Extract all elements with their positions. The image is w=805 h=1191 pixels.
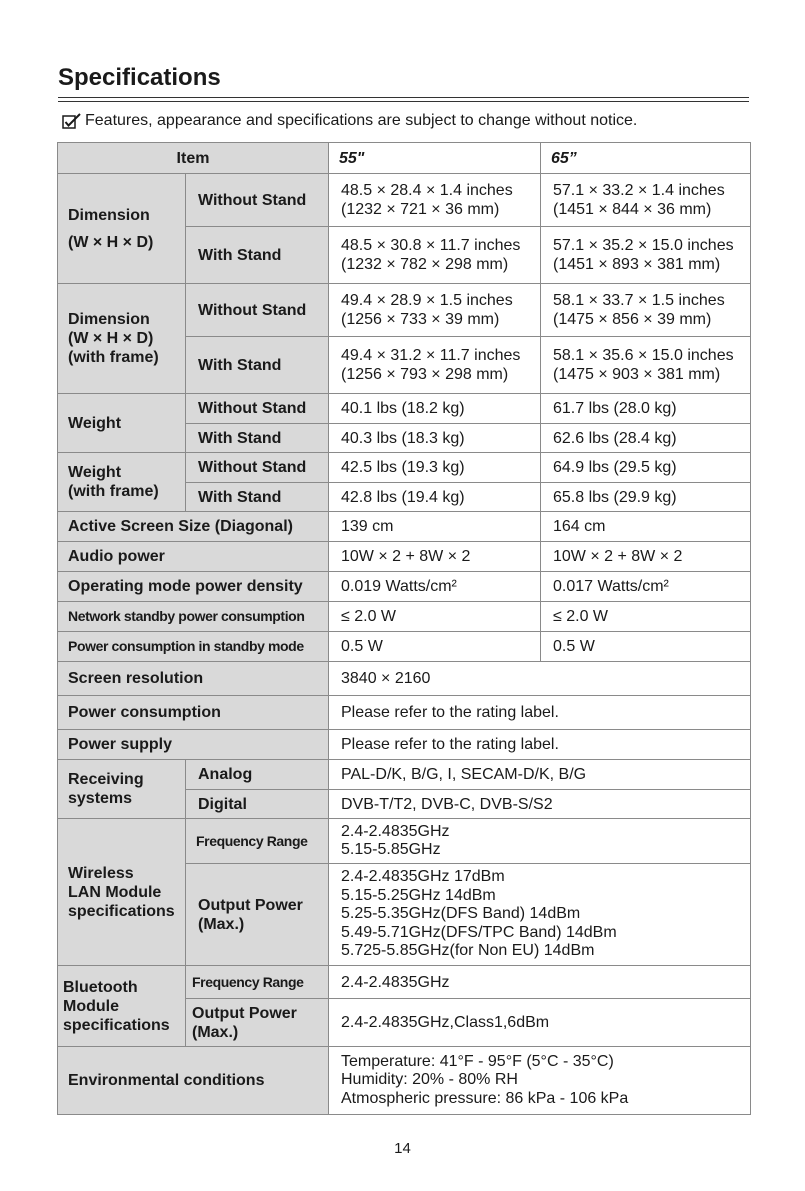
value-line: 2.4-2.4835GHz 17dBm: [341, 868, 505, 886]
network-standby-55: ≤ 2.0 W: [329, 602, 541, 632]
weight-with-stand-65: 62.6 lbs (28.4 kg): [541, 424, 751, 453]
value-line: 58.1 × 33.7 × 1.5 inches: [553, 292, 725, 309]
power-supply-label: Power supply: [58, 730, 329, 760]
standby-power-55: 0.5 W: [329, 632, 541, 662]
power-supply-value: Please refer to the rating label.: [329, 730, 751, 760]
audio-power-label: Audio power: [58, 542, 329, 572]
resolution-value: 3840 × 2160: [329, 662, 751, 696]
analog-label: Analog: [186, 760, 329, 790]
dimension-label-line: Dimension: [68, 206, 150, 224]
wlan-output-value: [329, 864, 751, 966]
weight-frame-without-stand-65: 64.9 lbs (29.5 kg): [541, 453, 751, 483]
wlan-output-label: [186, 864, 329, 966]
with-stand-label: With Stand: [186, 227, 329, 284]
label-line: Bluetooth: [63, 978, 138, 996]
table-row: [58, 453, 751, 483]
environment-value: [329, 1047, 751, 1115]
label-line: Dimension: [68, 311, 150, 328]
digital-value: DVB-T/T2, DVB-C, DVB-S/S2: [329, 790, 751, 819]
table-row: [58, 542, 751, 572]
dimension-frame-without-stand-65: [541, 284, 751, 337]
table-row: [58, 760, 751, 790]
network-standby-label: Network standby power consumption: [58, 602, 329, 632]
value-line: (1256 × 733 × 39 mm): [341, 311, 500, 328]
bluetooth-label: [58, 966, 186, 1047]
header-65: 65”: [541, 143, 751, 174]
wlan-frequency-value: [329, 819, 751, 864]
dimension-frame-label: [58, 284, 186, 394]
value-line: (1475 × 856 × 39 mm): [553, 311, 712, 328]
power-density-label: Operating mode power density: [58, 572, 329, 602]
label-line: Output Power: [198, 896, 303, 914]
value-line: 5.49-5.71GHz(DFS/TPC Band) 14dBm: [341, 923, 617, 941]
table-row: [58, 966, 751, 999]
specifications-table: [57, 142, 751, 1115]
weight-label: Weight: [58, 394, 186, 453]
value-line: (1232 × 782 × 298 mm): [341, 256, 509, 273]
with-stand-label: With Stand: [186, 424, 329, 453]
without-stand-label: Without Stand: [186, 284, 329, 337]
with-stand-label: With Stand: [186, 483, 329, 512]
label-line: (Max.): [198, 915, 245, 933]
with-stand-label: With Stand: [186, 337, 329, 394]
notice-text: Features, appearance and specifications are subject to change without notice.: [85, 112, 638, 129]
wlan-frequency-label: Frequency Range: [186, 819, 329, 864]
environment-label: Environmental conditions: [58, 1047, 329, 1115]
value-line: 49.4 × 28.9 × 1.5 inches: [341, 292, 513, 309]
value-line: 5.15-5.85GHz: [341, 841, 441, 858]
weight-frame-without-stand-55: 42.5 lbs (19.3 kg): [329, 453, 541, 483]
power-consumption-label: Power consumption: [58, 696, 329, 730]
table-row: [58, 632, 751, 662]
power-density-65: 0.017 Watts/cm²: [541, 572, 751, 602]
weight-frame-with-stand-65: 65.8 lbs (29.9 kg): [541, 483, 751, 512]
page-title: Specifications: [58, 64, 221, 91]
header-item: Item: [58, 143, 329, 174]
weight-with-stand-55: 40.3 lbs (18.3 kg): [329, 424, 541, 453]
label-line: LAN Module: [68, 883, 162, 901]
receiving-label: [58, 760, 186, 819]
label-line: systems: [68, 790, 133, 807]
label-line: Weight: [68, 464, 122, 481]
table-row: [58, 512, 751, 542]
table-row: [58, 1047, 751, 1115]
value-line: (1451 × 893 × 381 mm): [553, 256, 721, 273]
table-row: [58, 662, 751, 696]
dimension-label: [58, 174, 186, 284]
label-line: specifications: [68, 902, 175, 920]
dimension-without-stand-55: [329, 174, 541, 227]
value-line: 5.25-5.35GHz(DFS Band) 14dBm: [341, 905, 581, 923]
analog-value: PAL-D/K, B/G, I, SECAM-D/K, B/G: [329, 760, 751, 790]
label-line: (with frame): [68, 483, 159, 500]
bt-frequency-value: 2.4-2.4835GHz: [329, 966, 751, 999]
value-line: 57.1 × 35.2 × 15.0 inches: [553, 237, 734, 254]
dimension-label-line: (W × H × D): [68, 233, 154, 251]
value-line: Atmospheric pressure: 86 kPa - 106 kPa: [341, 1089, 629, 1107]
table-row: [58, 819, 751, 864]
label-line: (Max.): [192, 1023, 239, 1041]
table-row: [58, 730, 751, 760]
power-density-55: 0.019 Watts/cm²: [329, 572, 541, 602]
label-line: Wireless: [68, 864, 134, 882]
value-line: 57.1 × 33.2 × 1.4 inches: [553, 182, 725, 199]
without-stand-label: Without Stand: [186, 453, 329, 483]
resolution-label: Screen resolution: [58, 662, 329, 696]
weight-frame-with-stand-55: 42.8 lbs (19.4 kg): [329, 483, 541, 512]
table-row: [58, 174, 751, 227]
dimension-frame-with-stand-65: [541, 337, 751, 394]
table-row: [58, 394, 751, 424]
active-screen-55: 139 cm: [329, 512, 541, 542]
label-line: Receiving: [68, 771, 144, 788]
active-screen-label: Active Screen Size (Diagonal): [58, 512, 329, 542]
title-rule: [58, 97, 749, 98]
value-line: 2.4-2.4835GHz: [341, 823, 450, 840]
power-consumption-value: Please refer to the rating label.: [329, 696, 751, 730]
page-number: 14: [394, 1140, 411, 1157]
value-line: 48.5 × 28.4 × 1.4 inches: [341, 182, 513, 199]
notice: [62, 112, 637, 130]
dimension-frame-without-stand-55: [329, 284, 541, 337]
table-row: [58, 572, 751, 602]
without-stand-label: Without Stand: [186, 394, 329, 424]
label-line: Output Power: [192, 1004, 297, 1022]
value-line: 58.1 × 35.6 × 15.0 inches: [553, 347, 734, 364]
dimension-frame-with-stand-55: [329, 337, 541, 394]
weight-without-stand-65: 61.7 lbs (28.0 kg): [541, 394, 751, 424]
value-line: (1475 × 903 × 381 mm): [553, 366, 721, 383]
value-line: (1232 × 721 × 36 mm): [341, 201, 500, 218]
value-line: 5.725-5.85GHz(for Non EU) 14dBm: [341, 942, 595, 960]
weight-frame-label: [58, 453, 186, 512]
value-line: 5.15-5.25GHz 14dBm: [341, 886, 496, 904]
value-line: (1451 × 844 × 36 mm): [553, 201, 712, 218]
standby-power-label: Power consumption in standby mode: [58, 632, 329, 662]
table-row: [58, 602, 751, 632]
value-line: Temperature: 41°F - 95°F (5°C - 35°C): [341, 1052, 614, 1070]
dimension-with-stand-55: [329, 227, 541, 284]
value-line: (1256 × 793 × 298 mm): [341, 366, 509, 383]
standby-power-65: 0.5 W: [541, 632, 751, 662]
label-line: (W × H × D): [68, 330, 154, 347]
dimension-with-stand-65: [541, 227, 751, 284]
bt-frequency-label: Frequency Range: [186, 966, 329, 999]
wireless-label: [58, 819, 186, 966]
bt-output-value: 2.4-2.4835GHz,Class1,6dBm: [329, 999, 751, 1047]
label-line: (with frame): [68, 349, 159, 366]
label-line: Module: [63, 997, 119, 1015]
table-row: [58, 284, 751, 337]
network-standby-65: ≤ 2.0 W: [541, 602, 751, 632]
audio-power-55: 10W × 2 + 8W × 2: [329, 542, 541, 572]
table-row: [58, 696, 751, 730]
audio-power-65: 10W × 2 + 8W × 2: [541, 542, 751, 572]
value-line: Humidity: 20% - 80% RH: [341, 1071, 518, 1089]
value-line: 49.4 × 31.2 × 11.7 inches: [341, 347, 521, 364]
without-stand-label: Without Stand: [186, 174, 329, 227]
header-55: 55": [329, 143, 541, 174]
value-line: 48.5 × 30.8 × 11.7 inches: [341, 237, 521, 254]
active-screen-65: 164 cm: [541, 512, 751, 542]
weight-without-stand-55: 40.1 lbs (18.2 kg): [329, 394, 541, 424]
bt-output-label: [186, 999, 329, 1047]
label-line: specifications: [63, 1016, 170, 1034]
table-header-row: [58, 143, 751, 174]
title-rule-thin: [58, 101, 749, 102]
checkbox-checked-icon: [62, 113, 82, 129]
digital-label: Digital: [186, 790, 329, 819]
dimension-without-stand-65: [541, 174, 751, 227]
